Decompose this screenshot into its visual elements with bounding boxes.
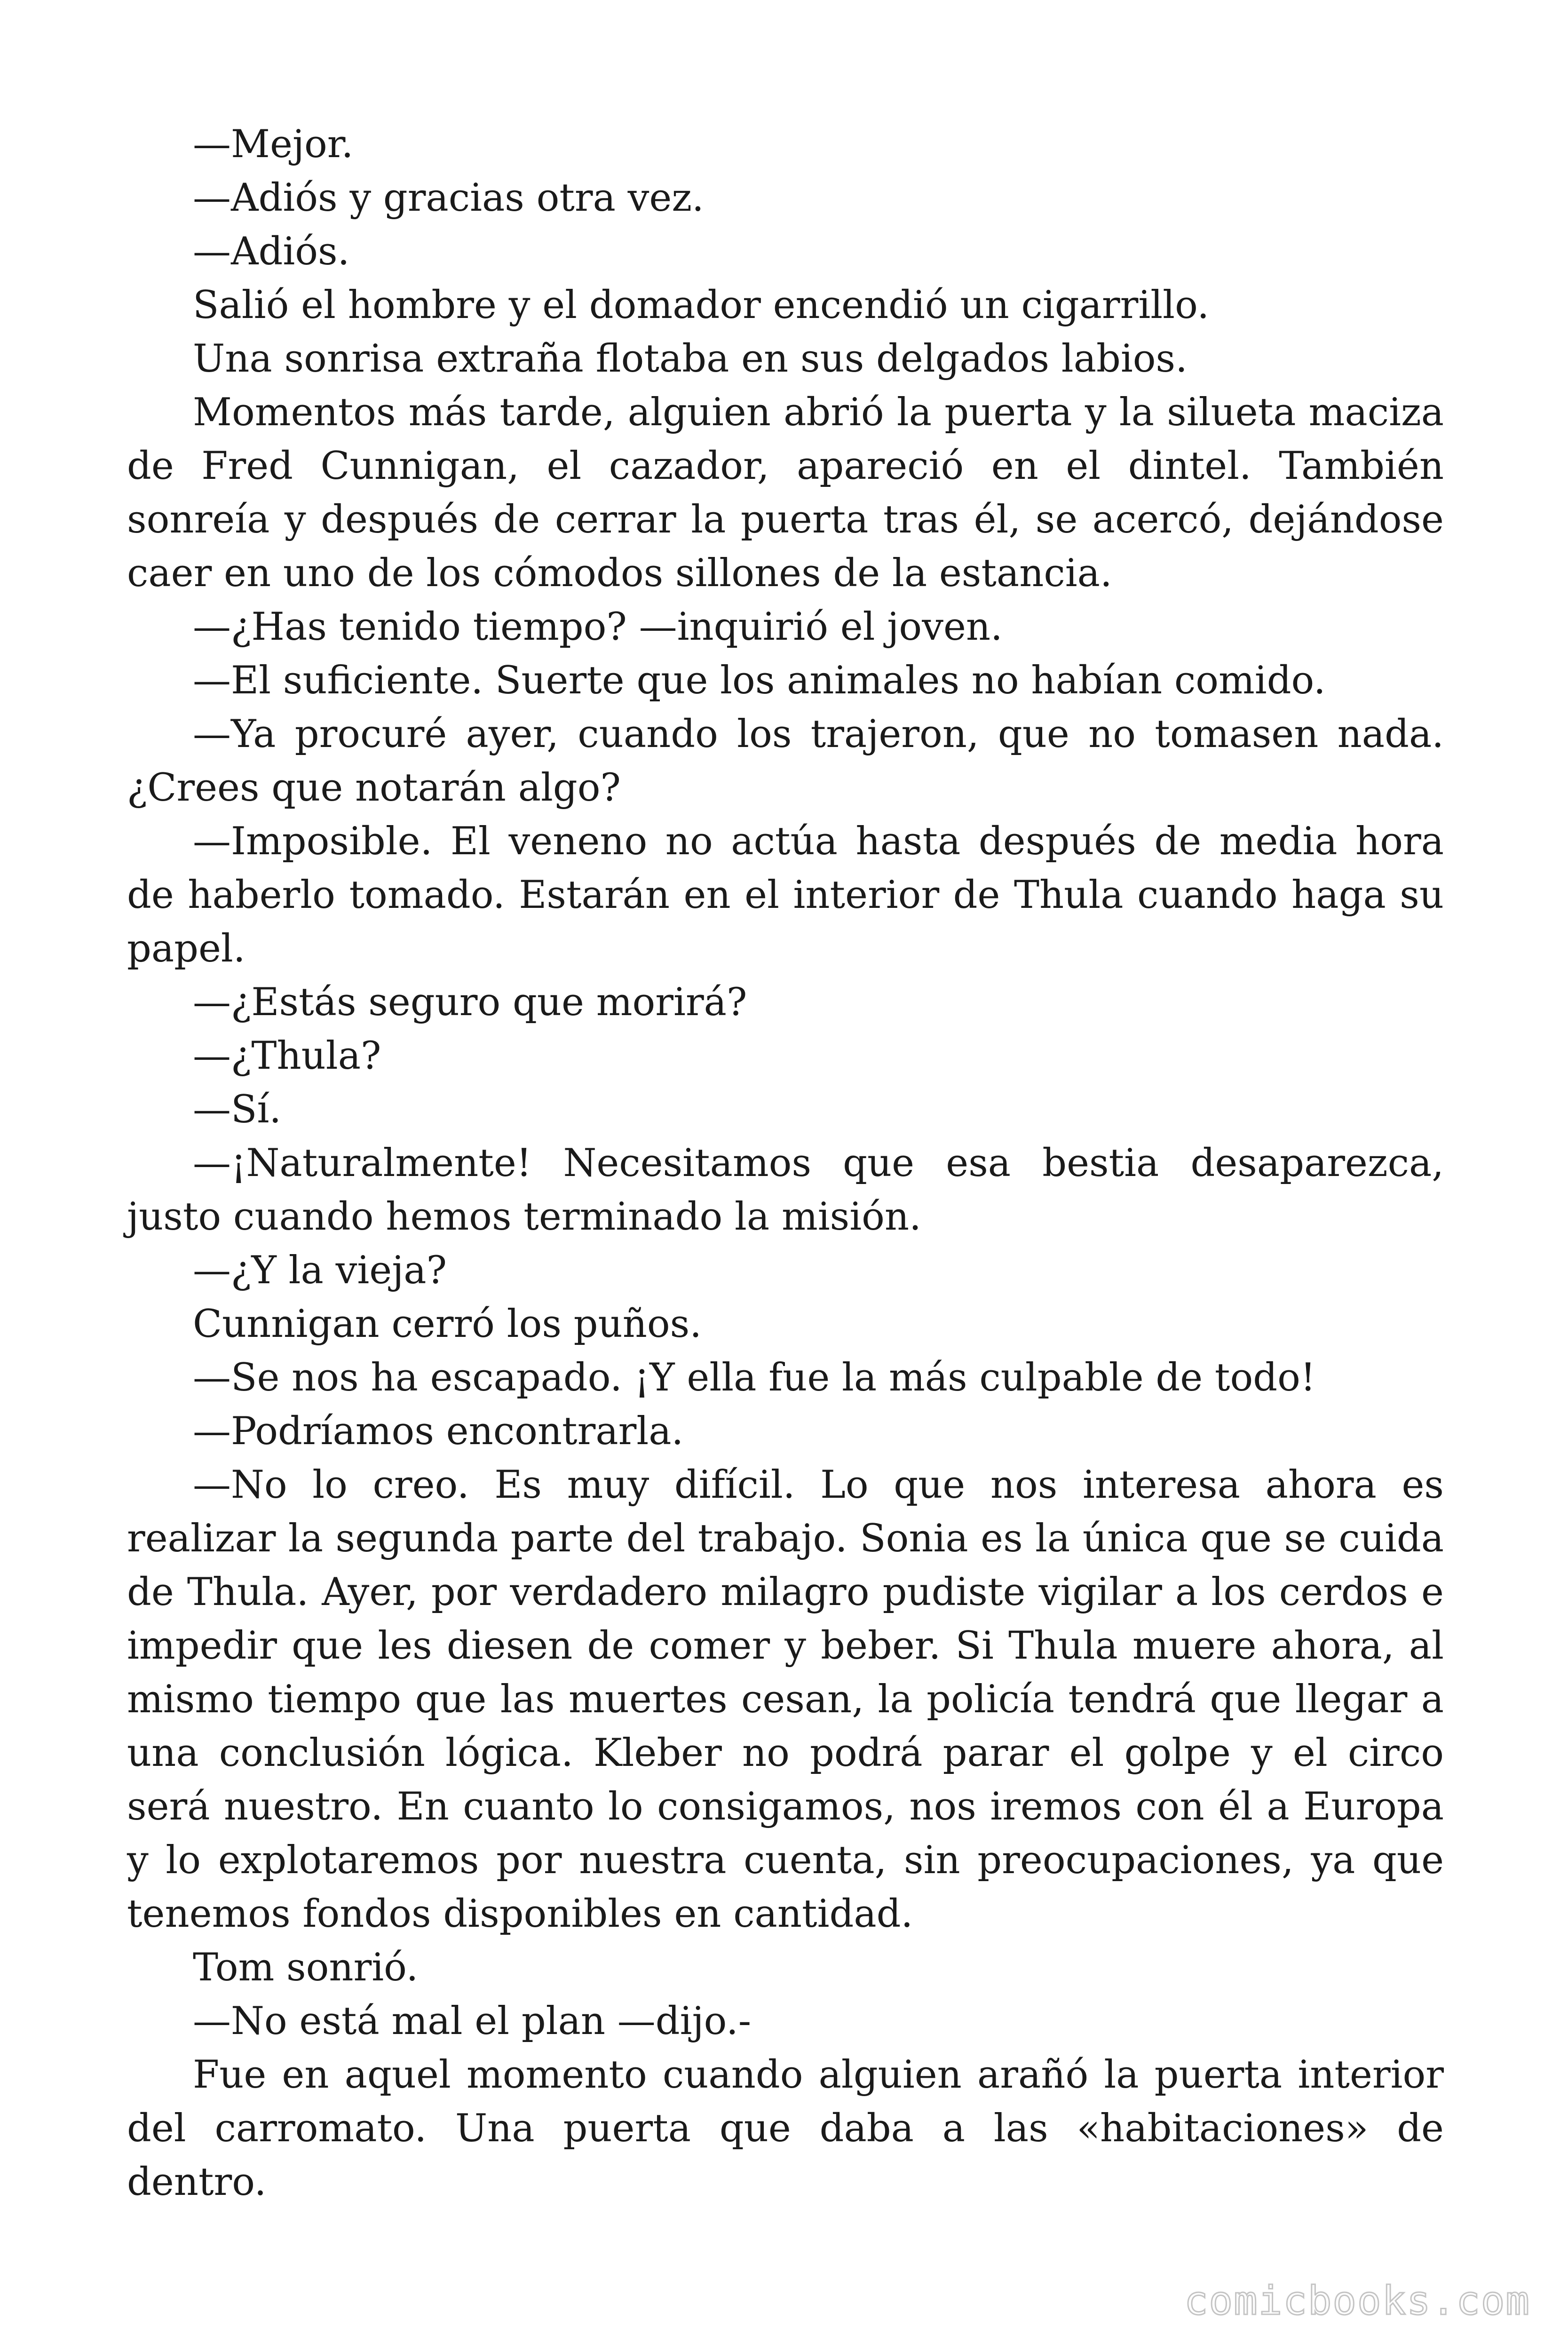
paragraph: —Imposible. El veneno no actúa hasta después de media hora de haberlo tomado. Estarán en el interior de Thula cuando haga su papel. <box>127 819 1444 971</box>
paragraph: —¡Naturalmente! Necesitamos que esa bestia desaparezca, justo cuando hemos terminado la misión. <box>127 1141 1444 1239</box>
paragraph: Fue en aquel momento cuando alguien arañó la puerta interior del carromato. Una puerta que daba a las «habitaciones» de dentro. <box>127 2053 1444 2204</box>
paragraph: —Mejor. <box>193 122 354 167</box>
book-page-text <box>127 118 1444 2209</box>
paragraph: —¿Thula? <box>193 1034 381 1078</box>
paragraph: —Ya procuré ayer, cuando los trajeron, que no tomasen nada. ¿Crees que notarán algo? <box>127 712 1444 810</box>
paragraph: —Sí. <box>193 1088 282 1132</box>
paragraph: —Se nos ha escapado. ¡Y ella fue la más culpable de todo! <box>193 1356 1316 1400</box>
watermark: comicbooks.com <box>1184 2278 1530 2324</box>
paragraph: —Adiós y gracias otra vez. <box>193 176 704 220</box>
paragraph: Tom sonrió. <box>193 1946 419 1990</box>
paragraph: —El suficiente. Suerte que los animales no habían comido. <box>193 659 1326 703</box>
paragraph: Una sonrisa extraña flotaba en sus delgados labios. <box>193 337 1188 381</box>
paragraph: —No está mal el plan —dijo.- <box>193 1999 752 2043</box>
paragraph: —No lo creo. Es muy difícil. Lo que nos interesa ahora es realizar la segunda parte del trabajo. Sonia es la única que se cuida de Thula. Ayer, por verdadero milagro pudiste vigilar a los cerdos e impedir que les diesen de comer y beber. Si Thula muere ahora, al mismo tiempo que las muertes cesan, la policía tendrá que llegar a una conclusión lógica. Kleber no podrá parar el golpe y el circo será nuestro. En cuanto lo consigamos, nos iremos con él a Europa y lo explotaremos por nuestra cuenta, sin preocupaciones, ya que tenemos fondos disponibles en cantidad. <box>127 1463 1444 1936</box>
paragraph: —Podríamos encontrarla. <box>193 1409 684 1454</box>
paragraph: Momentos más tarde, alguien abrió la puerta y la silueta maciza de Fred Cunnigan, el cazador, apareció en el dintel. También sonreía y después de cerrar la puerta tras él, se acercó, dejándose caer en uno de los cómodos sillones de la estancia. <box>127 390 1444 596</box>
paragraph: —¿Has tenido tiempo? —inquirió el joven. <box>193 605 1003 649</box>
paragraph: Cunnigan cerró los puños. <box>193 1302 702 1346</box>
paragraph: —¿Y la vieja? <box>193 1248 447 1293</box>
paragraph: —Adiós. <box>193 230 350 274</box>
paragraph: Salió el hombre y el domador encendió un cigarrillo. <box>193 283 1210 327</box>
paragraph: —¿Estás seguro que morirá? <box>193 980 747 1025</box>
